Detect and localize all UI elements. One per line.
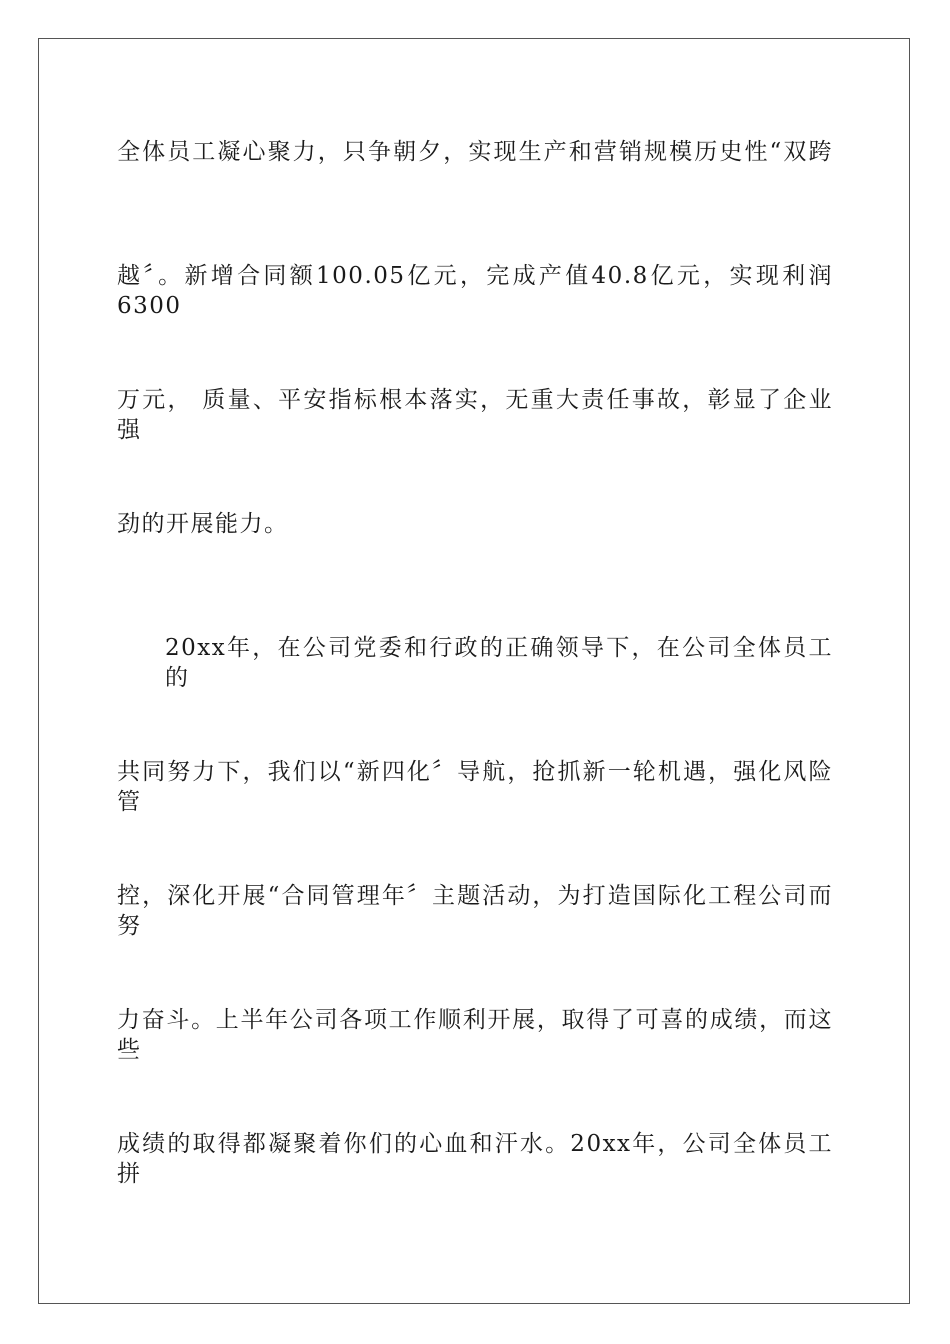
text-line-3: 万元， 质量、平安指标根本落实，无重大责任事故，彰显了企业强 — [117, 387, 833, 443]
text-line-6: 共同努力下，我们以“新四化〞导航，抢抓新一轮机遇，强化风险管 — [117, 759, 833, 815]
text-line-9: 成绩的取得都凝聚着你们的心血和汗水。20xx年，公司全体员工拼 — [117, 1131, 833, 1187]
text-line-7: 控，深化开展“合同管理年〞主题活动，为打造国际化工程公司而努 — [117, 883, 833, 939]
text-line-4: 劲的开展能力。 — [117, 511, 289, 537]
text-line-1: 全体员工凝心聚力，只争朝夕，实现生产和营销规模历史性“双跨 — [117, 139, 833, 165]
text-line-2: 越〞。新增合同额100.05亿元，完成产值40.8亿元，实现利润6300 — [117, 263, 833, 319]
text-line-5: 20xx年，在公司党委和行政的正确领导下，在公司全体员工的 — [165, 635, 833, 691]
text-line-8: 力奋斗。上半年公司各项工作顺利开展，取得了可喜的成绩，而这些 — [117, 1007, 833, 1063]
